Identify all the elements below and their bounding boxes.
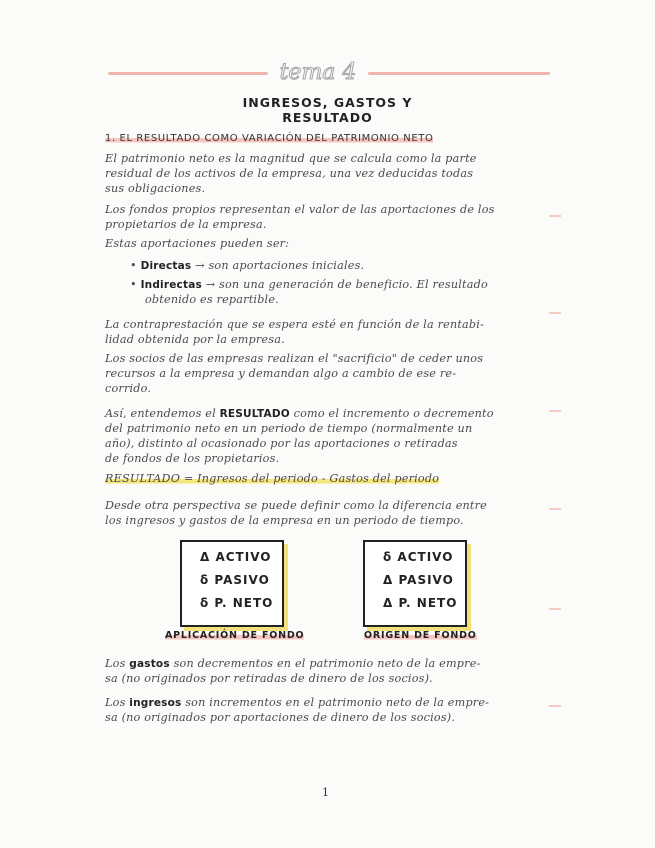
para8-line1 [105,657,555,670]
section-heading [105,133,433,144]
logo-text: tema 4 [279,60,357,85]
para9-end: son incrementos en el patrimonio neto de la empre- [181,696,490,709]
bullet2-continuation: obtenido es repartible. [145,293,279,306]
aplicacion-label-text: APLICACIÓN DE FONDO [165,630,305,641]
para9-start: Los [105,696,130,709]
para8-end: son decrementos en el patrimonio neto de la empre- [169,657,481,670]
box-right-row3: Δ P. NETO [383,596,458,610]
para7-line1: Desde otra perspectiva se puede definir como la diferencia entre [105,499,487,512]
para3-line: Estas aportaciones pueden ser: [105,237,290,250]
resultado-keyword: RESULTADO [219,408,290,420]
origen-label [364,630,477,641]
origen-label-text: ORIGEN DE FONDO [364,630,477,641]
para5-line1: Los socios de las empresas realizan el "sacrificio" de ceder unos [105,352,484,365]
para6-line1 [105,407,555,420]
para6-end: como el incremento o decremento [289,407,494,420]
para9-line1 [105,696,555,709]
para2-line2: propietarios de la empresa. [105,218,267,231]
section-heading-text: 1. EL RESULTADO COMO VARIACIÓN DEL PATRIMONIO NETO [105,133,434,144]
para8-line2: sa (no originados por retiradas de dinero de los socios). [105,672,433,685]
para4-line2: lidad obtenida por la empresa. [105,333,285,346]
ingresos-keyword: ingresos [129,697,182,709]
aplicacion-box [180,540,284,627]
para6-line3: año), distinto al ocasionado por las aportaciones o retiradas [105,437,458,450]
bullet1-text: → son aportaciones iniciales. [191,259,365,272]
header-rule-right [368,72,550,75]
aplicacion-label [165,630,304,641]
origen-box [363,540,467,627]
margin-tick [549,608,561,610]
bullet-directas [130,259,580,272]
margin-tick [549,508,561,510]
tema-logo [268,56,368,88]
formula-text: RESULTADO = Ingresos del periodo - Gastos del periodo [105,472,440,485]
margin-tick [549,215,561,217]
box-right-row2: Δ PASIVO [383,573,454,587]
para1-line3: sus obligaciones. [105,182,206,195]
box-left-row3: δ P. NETO [200,596,274,610]
para5-line3: corrido. [105,382,152,395]
para7-line2: los ingresos y gastos de la empresa en un periodo de tiempo. [105,514,464,527]
formula-line [105,472,555,485]
gastos-keyword: gastos [129,658,170,670]
para1-line1: El patrimonio neto es la magnitud que se calcula como la parte [105,152,477,165]
para4-line1: La contraprestación que se espera esté en función de la rentabi- [105,318,485,331]
bullet2-text: → son una generación de beneficio. El resultado [201,278,488,291]
page-number: 1 [322,786,330,799]
bullet2-keyword: Indirectas [140,279,202,291]
para8-start: Los [105,657,130,670]
para5-line2: recursos a la empresa y demandan algo a cambio de ese re- [105,367,457,380]
box-left-row1: Δ ACTIVO [200,550,272,564]
page-title: INGRESOS, GASTOS Y RESULTADO [242,95,413,125]
bullet-indirectas [130,278,580,291]
para6-line2: del patrimonio neto en un periodo de tiempo (normalmente un [105,422,473,435]
margin-tick [549,312,561,314]
para2-line1: Los fondos propios representan el valor de las aportaciones de los [105,203,495,216]
para9-line2: sa (no originados por aportaciones de dinero de los socios). [105,711,456,724]
margin-tick [549,410,561,412]
para6-start: Así, entendemos el [105,407,220,420]
bullet1-keyword: Directas [140,260,192,272]
bullet-dot: • [130,259,141,272]
para6-line4: de fondos de los propietarios. [105,452,280,465]
para1-line2: residual de los activos de la empresa, una vez deducidas todas [105,167,474,180]
header-rule-left [108,72,268,75]
bullet-dot: • [130,278,141,291]
margin-tick [549,705,561,707]
box-left-row2: δ PASIVO [200,573,270,587]
box-right-row1: δ ACTIVO [383,550,454,564]
